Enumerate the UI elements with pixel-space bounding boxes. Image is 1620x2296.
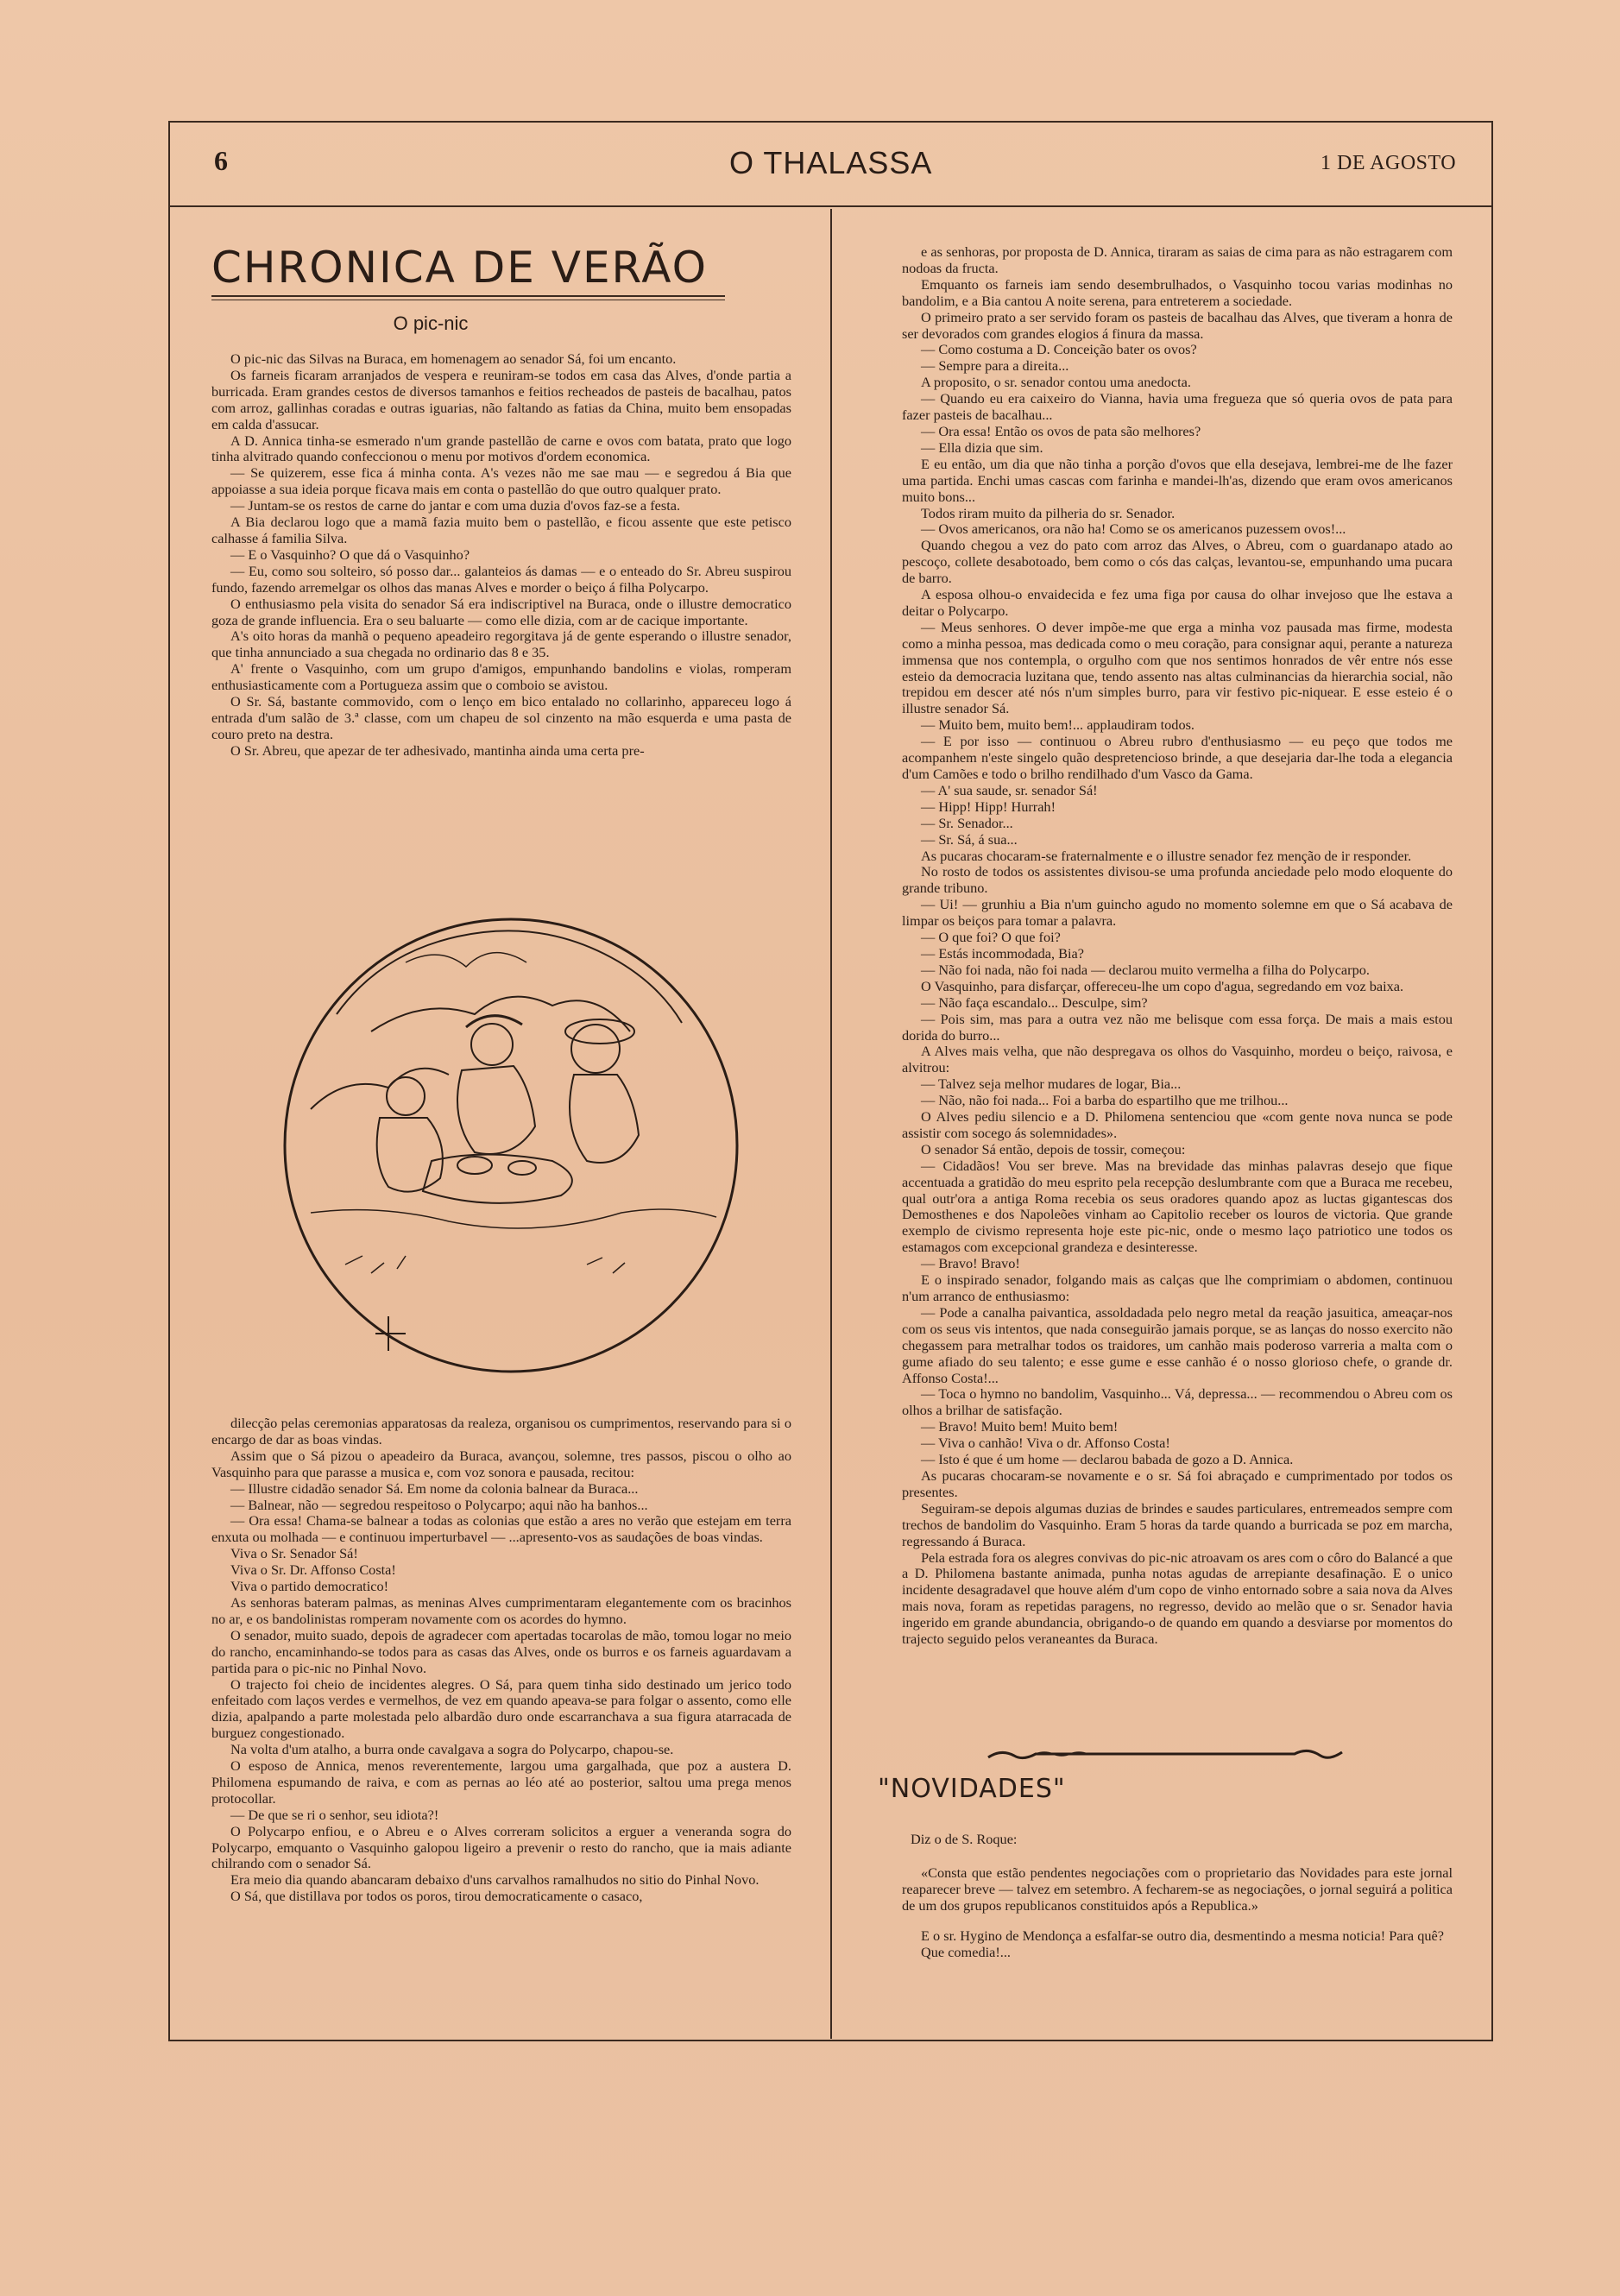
- right-column: [902, 244, 1453, 1648]
- picnic-illustration-icon: [276, 902, 747, 1390]
- paragraph: — Sr. Senador...: [921, 814, 1013, 831]
- paragraph: A Bia declarou logo que a mamã fazia muito bem o pastellão, e ficou assente que este petisco calhasse á familia Silva.: [211, 514, 791, 546]
- paragraph: — Não, não foi nada... Foi a barba do espartilho que me trilhou...: [921, 1092, 1289, 1109]
- paragraph: Seguiram-se depois algumas duzias de brindes e saudes particulares, entremeados sempre com trechos de bandolim do Vasquinho. Eram 5 horas da tarde quando a burricada se poz em marcha, regressando á Buraca.: [902, 1499, 1453, 1549]
- paragraph: O primeiro prato a ser servido foram os pasteis de bacalhau das Alves, que tiveram a honra de ser devorados com grandes elogios á finura da massa.: [902, 308, 1453, 342]
- paragraph: — Balnear, não — segredou respeitoso o Polycarpo; aqui não ha banhos...: [230, 1496, 648, 1513]
- paragraph: — Talvez seja melhor mudares de logar, Bia...: [921, 1075, 1182, 1093]
- paragraph: — Pode a canalha paivantica, assoldadada pelo negro metal da reação jasuitica, ameaçar-nos com os seus vis intentos, que nada conseguirão jamais porque, se as lanças do nosso exercito não chegassem para metralhar todos os traidores, um canhão mais poderoso varreria a malta com o gume afiado do seu talento; e esse gume e esse canhão é o nosso glorioso chefe, o grande dr. Affonso Costa!...: [902, 1303, 1453, 1386]
- paragraph: — Hipp! Hipp! Hurrah!: [921, 798, 1056, 815]
- paragraph: A's oito horas da manhã o pequeno apeadeiro regorgitava já de gente esperando o illustre senador, que tinha annunciado a sua chegada no ordinario das 8 e 35.: [211, 628, 791, 661]
- article-subtitle: O pic-nic: [393, 312, 469, 334]
- paragraph: — Ora essa! Então os ovos de pata são melhores?: [921, 422, 1201, 439]
- paragraph: A esposa olhou-o envaidecida e fez uma figa por causa do olhar invejoso que lhe estava a deitar o Polycarpo.: [902, 586, 1453, 619]
- title-rule: [211, 295, 725, 297]
- paragraph: — Bravo! Muito bem! Muito bem!: [921, 1418, 1119, 1435]
- paragraph: O enthusiasmo pela visita do senador Sá era indiscriptivel na Buraca, onde o illustre democratico goza de grande influencia. Era o seu baluarte — como elle dizia, com ar de cacique importante.: [211, 595, 791, 628]
- paragraph: — Bravo! Bravo!: [921, 1255, 1020, 1272]
- paragraph: Os farneis ficaram arranjados de vespera e reuniram-se todos em casa das Alves, d'onde partia a burricada. Eram grandes cestos de diversos tamanhos e feitios recheados de pasteis de bacalhau, patos com arroz, gallinhas coradas e outras iguarias, não faltando as fatias da China, muito bem ensopadas em calda d'assucar.: [211, 366, 791, 432]
- paragraph: — Não foi nada, não foi nada — declarou muito vermelha a filha do Polycarpo.: [921, 961, 1370, 978]
- paragraph: Viva o partido democratico!: [230, 1578, 389, 1595]
- paragraph: Assim que o Sá pizou o apeadeiro da Buraca, avançou, solemne, tres passos, piscou o olho ao Vasquinho para que parasse a musica e, com voz sonora e pausada, recitou:: [211, 1447, 791, 1480]
- paragraph: O trajecto foi cheio de incidentes alegres. O Sá, para quem tinha sido destinado um jerico todo enfeitado com laços verdes e vermelhos, de vez em quando apeava-se para folgar o assento, como elle dizia, apalpando a parte molestada pelo albardão duro onde escarranchava a sua figura atarracada de burguez congestionado.: [211, 1675, 791, 1742]
- paragraph: — Illustre cidadão senador Sá. Em nome da colonia balnear da Buraca...: [230, 1479, 639, 1497]
- paragraph: E eu então, um dia que não tinha a porção d'ovos que ella desejava, lembrei-me de lhe fazer uma partida. Enchi umas cascas com farinha e mandei-lh'as, dizendo que eram ovos americanos muito bons...: [902, 455, 1453, 505]
- paragraph: — Ora essa! Chama-se balnear a todas as colonias que estão a ares no verão que estejam em terra enxuta ou molhada — e continuou imperturbavel — ...apresento-vos as saudações de boas vindas.: [211, 1512, 791, 1546]
- paragraph: — Meus senhores. O dever impõe-me que erga a minha voz pausada mas firme, modesta como a minha pessoa, mas dedicada como o meu coração, para consignar aqui, perante a natureza immensa que nos contempla, o orgulho com que nos sentimos honrados de vêr entre nós esse esteio da democracia luzitana que, tendo assento nas altas culminancias da hierarchia social, não trepidou em descer até nós n'um simples burro, para vir festivo pic-niquear. E esse esteio é o illustre senador Sá.: [902, 618, 1453, 717]
- paragraph: E o inspirado senador, folgando mais as calças que lhe comprimiam o abdomen, continuou n'um arranco de enthusiasmo:: [902, 1271, 1453, 1304]
- paragraph: — De que se ri o senhor, seu idiota?!: [230, 1806, 439, 1823]
- paragraph: O Alves pediu silencio e a D. Philomena sentenciou que «com gente nova nunca se pode assistir com socego ás solemnidades».: [902, 1108, 1453, 1141]
- paragraph: — Cidadãos! Vou ser breve. Mas na brevidade das minhas palavras desejo que fique accentuada a gratidão do meu esprito pela recepção deslumbrante com que a Buraca me recebeu, qual outr'ora a antiga Roma recebia os seus oradores quando apoz as luctas gigantescas dos Demosthenes e dos Napoleões vinham ao Capitolio receber os louros de victoria. Que grande exemplo de civismo representa hoje este pic-nic, onde o mesmo laço patriotico une todos os estamagos com excepcional grandeza e desinteresse.: [902, 1157, 1453, 1256]
- novidades-section: [902, 1832, 1453, 1960]
- paragraph: — E por isso — continuou o Abreu rubro d'enthusiasmo — eu peço que todos me acompanhem n'este singelo quão despretencioso brinde, a que desejaria dar-lhe toda a elegancia d'um Camões e todo o brilho rendilhado d'um Vasco da Gama.: [902, 733, 1453, 782]
- header-rule: [168, 205, 1493, 207]
- paragraph: — Ovos americanos, ora não ha! Como se os americanos puzessem ovos!...: [921, 520, 1346, 538]
- paragraph: — E o Vasquinho? O que dá o Vasquinho?: [230, 546, 470, 563]
- newspaper-title: O THALASSA: [729, 145, 933, 180]
- paragraph: Era meio dia quando abancaram debaixo d'uns carvalhos ramalhudos no sitio do Pinhal Novo.: [230, 1871, 760, 1889]
- paragraph: — A' sua saude, sr. senador Sá!: [921, 781, 1098, 798]
- paragraph: Na volta d'um atalho, a burra onde cavalgava a sogra do Polycarpo, chapou-se.: [230, 1741, 674, 1758]
- issue-date: 1 DE AGOSTO: [1321, 152, 1457, 174]
- paragraph: — Muito bem, muito bem!... applaudiram todos.: [921, 716, 1195, 734]
- paragraph: O Polycarpo enfiou, e o Abreu e o Alves correram solicitos a erguer a veneranda sogra do Polycarpo, emquanto o Vasquinho galopou ligeiro a prevenir o resto do rancho, que ia mais adiante chilrando com o senador Sá.: [211, 1822, 791, 1872]
- paragraph: As pucaras chocaram-se fraternalmente e o illustre senador fez menção de ir responder.: [921, 847, 1412, 864]
- paragraph: — Juntam-se os restos de carne do jantar e com uma duzia d'ovos faz-se a festa.: [230, 497, 681, 514]
- paragraph: As senhoras bateram palmas, as meninas Alves cumprimentaram elegantemente com os bracinhos no ar, e os bandolinistas romperam novamente com os acordes do hymno.: [211, 1593, 791, 1627]
- paragraph: O Sr. Sá, bastante commovido, com o lenço em bico entalado no collarinho, appareceu logo á entrada d'um salão de 3.ª classe, com um chapeu de sol cinzento na mão esquerda e uma pasta de couro preto na destra.: [211, 693, 791, 742]
- paragraph: O senador, muito suado, depois de agradecer com apertadas tocarolas de mão, tomou logar no meio do rancho, encaminhando-se todos para as casas das Alves, onde os burros e os farneis aguardavam a partida para o pic-nic no Pinhal Novo.: [211, 1626, 791, 1676]
- paragraph: — Ui! — grunhiu a Bia n'um guincho agudo no momento solemne em que o Sá acabava de limpar os beiços para tomar a palavra.: [902, 896, 1453, 930]
- novidades-last: Que comedia!...: [921, 1943, 1011, 1960]
- paragraph: O Vasquinho, para disfarçar, offereceu-lhe um copo d'agua, segredando em voz baixa.: [921, 977, 1404, 994]
- paragraph: — Eu, como sou solteiro, só posso dar... galanteios ás damas — e o enteado do Sr. Abreu suspirou fundo, fazendo arremelgar os olhos das manas Alves e morder o beiço á filha Polycarpo.: [211, 562, 791, 596]
- novidades-quote: «Consta que estão pendentes negociações com o proprietario das Novidades para este jornal reaparecer breve — talvez em setembro. A fecharem-se as negociações, o jornal seguirá a politica de um dos grupos republicanos constituidos após a Republica.»: [902, 1864, 1453, 1914]
- divider-ornament-icon: [984, 1742, 1346, 1768]
- paragraph: A Alves mais velha, que não despregava os olhos do Vasquinho, mordeu o beiço, raivosa, e alvitrou:: [902, 1043, 1453, 1076]
- paragraph: O Sá, que distillava por todos os poros, tirou democraticamente o casaco,: [230, 1888, 643, 1905]
- column-divider: [830, 209, 832, 2039]
- paragraph: — O que foi? O que foi?: [921, 929, 1061, 946]
- article-title: CHRONICA DE VERÃO: [211, 243, 708, 293]
- paragraph: Viva o Sr. Dr. Affonso Costa!: [230, 1561, 396, 1579]
- paragraph: — Isto é que é um home — declarou babada de gozo a D. Annica.: [921, 1451, 1294, 1468]
- paragraph: Pela estrada fora os alegres convivas do pic-nic atroavam os ares com o côro do Balancé a que a D. Philomena bastante animada, punha notas agudas de arrepiante desafinação. E o unico incidente desagradavel que houve além d'um copo de vinho entornado sobre a saia nova da Alves mais nova, foram as repetidas paragens, no regresso, devido ao melão que o sr. Senador havia ingerido em grande abundancia, obrigando-o de quando em quando a desviarse por momentos do trajecto seguido pelos veraneantes da Buraca.: [902, 1549, 1453, 1648]
- left-column-top: [211, 351, 791, 760]
- paragraph: — Sr. Sá, á sua...: [921, 830, 1018, 848]
- paragraph: — Ella dizia que sim.: [921, 438, 1043, 456]
- paragraph: Emquanto os farneis iam sendo desembrulhados, o Vasquinho tocou varias modinhas no bandolim, e a Bia cantou A noite serena, para entreterem a sociedade.: [902, 275, 1453, 309]
- paragraph: O Sr. Abreu, que apezar de ter adhesivado, mantinha ainda uma certa pre-: [230, 741, 645, 759]
- paragraph: A proposito, o sr. senador contou uma anedocta.: [921, 374, 1191, 391]
- paragraph: — Pois sim, mas para a outra vez não me belisque com essa força. De mais a mais estou dorida do burro...: [902, 1010, 1453, 1044]
- paragraph: — Não faça escandalo... Desculpe, sim?: [921, 993, 1148, 1011]
- paragraph: Quando chegou a vez do pato com arroz das Alves, o Abreu, com o guardanapo atado ao pescoço, collete desabotoado, bem como o cós das calças, levantou-se, empunhando uma pucara de barro.: [902, 537, 1453, 587]
- novidades-title: "NOVIDADES": [878, 1774, 1066, 1804]
- paragraph: — Sempre para a direita...: [921, 357, 1069, 375]
- paragraph: — Como costuma a D. Conceição bater os ovos?: [921, 341, 1197, 358]
- paragraph: — Viva o canhão! Viva o dr. Affonso Costa!: [921, 1435, 1170, 1452]
- paragraph: Viva o Sr. Senador Sá!: [230, 1545, 358, 1562]
- paragraph: As pucaras chocaram-se novamente e o sr. Sá foi abraçado e cumprimentado por todos os presentes.: [902, 1467, 1453, 1500]
- paragraph: No rosto de todos os assistentes divisou-se uma profunda anciedade pelo modo eloquente do grande tribuno.: [902, 863, 1453, 897]
- paragraph: — Se quizerem, esse fica á minha conta. A's vezes não me sae mau — e segredou á Bia que appoiasse a sua ideia porque ficava mais em conta o pastellão do que outro qualquer prato.: [211, 464, 791, 498]
- paragraph: — Toca o hymno no bandolim, Vasquinho... Vá, depressa... — recommendou o Abreu com os olhos a brilhar de satisfação.: [902, 1385, 1453, 1419]
- paragraph: O senador Sá então, depois de tossir, começou:: [921, 1140, 1186, 1157]
- page-number: 6: [214, 145, 228, 176]
- paragraph: e as senhoras, por proposta de D. Annica, tiraram as saias de cima para as não estragarem com nodoas da fructa.: [902, 243, 1453, 276]
- left-column-bottom: [211, 1416, 791, 1905]
- novidades-closing: E o sr. Hygino de Mendonça a esfalfar-se outro dia, desmentindo a mesma noticia! Para quê?: [921, 1927, 1444, 1944]
- paragraph: — Estás incommodada, Bia?: [921, 944, 1084, 962]
- paragraph: A' frente o Vasquinho, com um grupo d'amigos, empunhando bandolins e violas, romperam enthusiasticamente com a Portugueza assim que o comboio se avistou.: [211, 660, 791, 694]
- paragraph: dilecção pelas ceremonias apparatosas da realeza, organisou os cumprimentos, reservando para si o encargo de dar as boas vindas.: [211, 1415, 791, 1448]
- paragraph: Todos riram muito da pilheria do sr. Senador.: [921, 504, 1176, 521]
- paragraph: — Quando eu era caixeiro do Vianna, havia uma fregueza que só queria ovos de pata para fazer pasteis de bacalhau...: [902, 390, 1453, 424]
- paragraph: A D. Annica tinha-se esmerado n'um grande pastellão de carne e ovos com batata, prato que logo tinha alvitrado quando confeccionou o menu por motivos d'ordem economica.: [211, 432, 791, 465]
- paragraph: O pic-nic das Silvas na Buraca, em homenagem ao senador Sá, foi um encanto.: [230, 350, 677, 367]
- paragraph: O esposo de Annica, menos reverentemente, largou uma gargalhada, que poz a austera D. Philomena espumando de raiva, e com as pernas ao léo até ao posterior, saltou uma prega menos protocollar.: [211, 1757, 791, 1807]
- novidades-intro: Diz o de S. Roque:: [911, 1831, 1018, 1847]
